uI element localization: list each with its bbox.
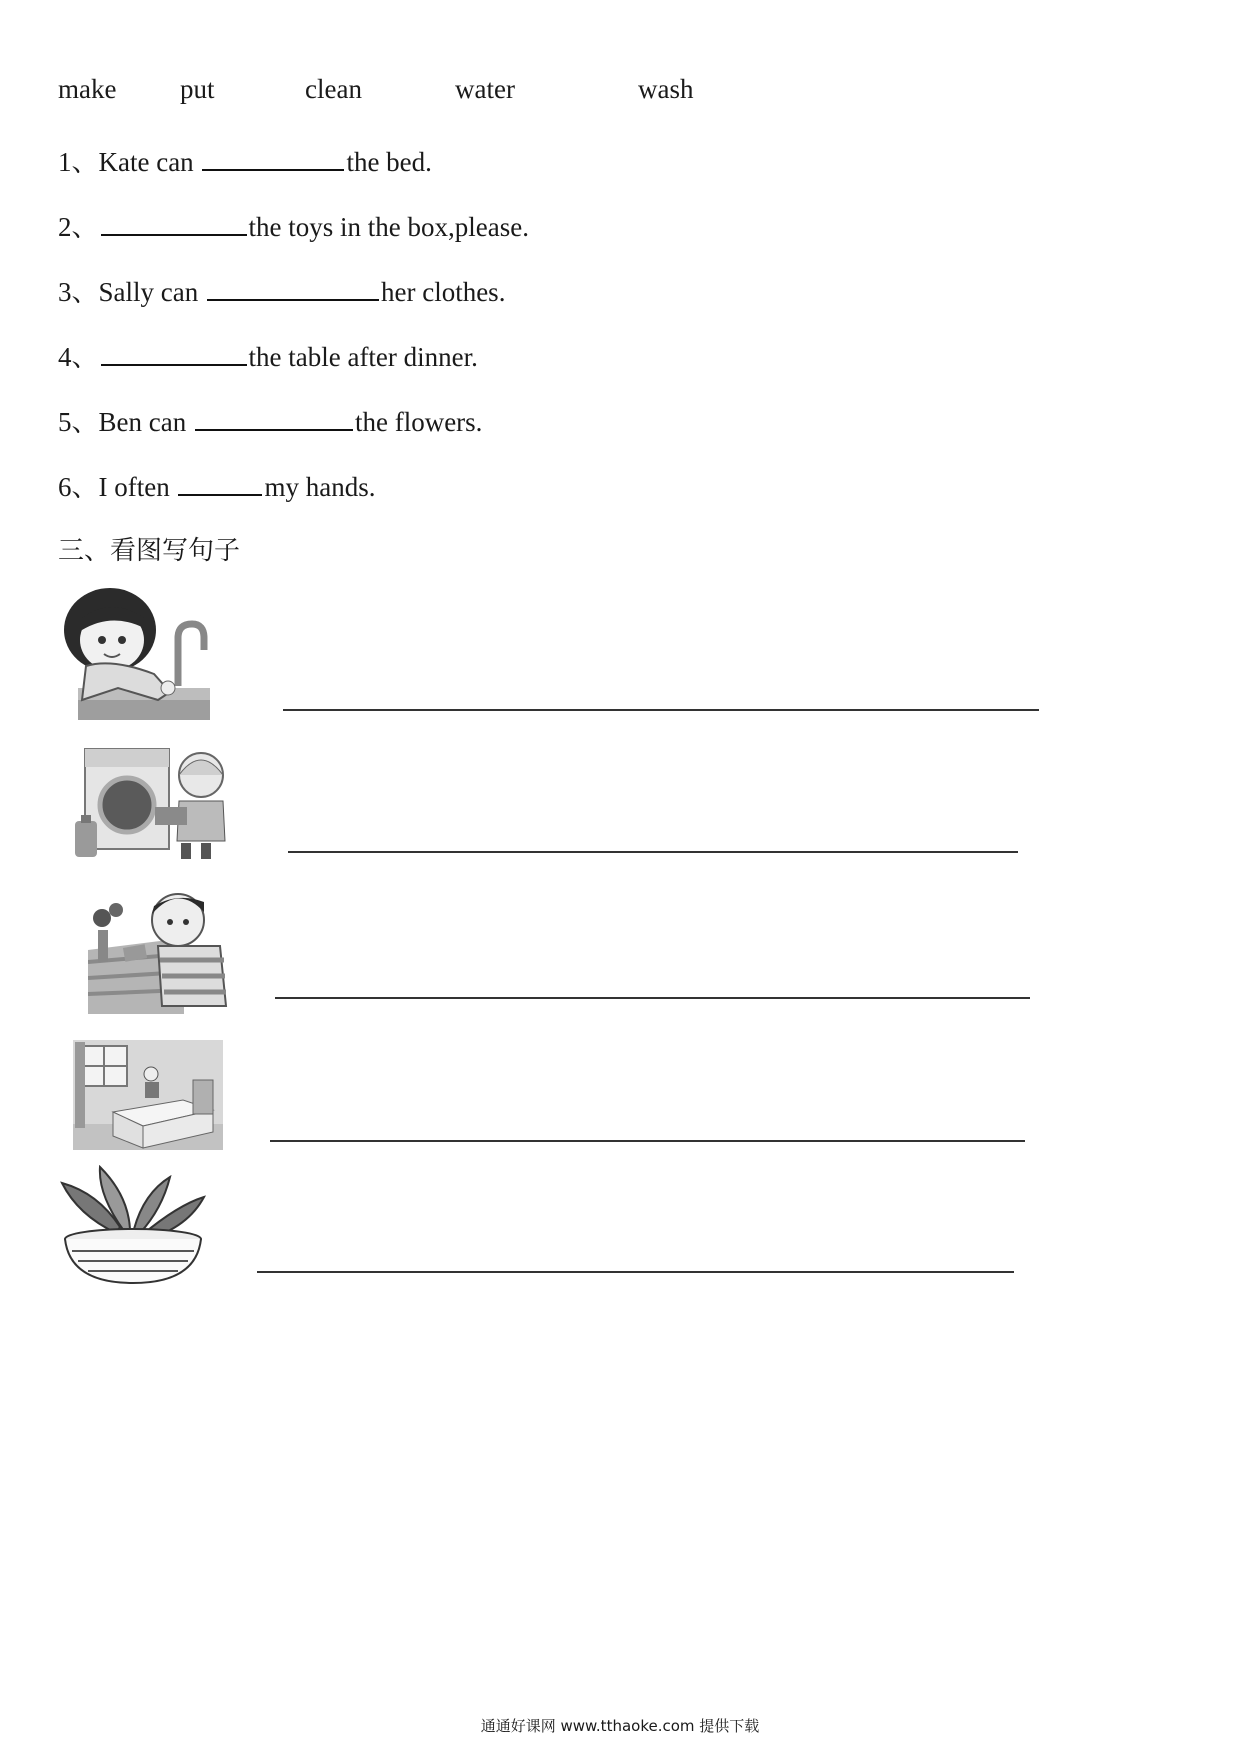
section-title: 三、看图写句子 [58,536,241,566]
word-water: water [455,74,515,104]
question-suffix: the table after dinner. [248,342,478,372]
question-3 [58,270,505,309]
answer-line[interactable] [283,709,1039,711]
question-suffix: my hands. [264,472,376,502]
question-number: 3、 [58,277,99,307]
answer-blank[interactable] [207,275,379,301]
answer-line[interactable] [257,1271,1014,1273]
question-suffix: the toys in the box,please. [248,212,529,242]
answer-line[interactable] [275,997,1030,999]
question-suffix: the bed. [346,147,432,177]
question-number: 6、 [58,472,99,502]
answer-blank[interactable] [101,340,247,366]
question-4 [58,335,478,374]
answer-blank[interactable] [101,210,247,236]
answer-blank[interactable] [178,470,262,496]
question-number: 5、 [58,407,99,437]
question-5 [58,400,482,439]
boy-cleaning-table-icon [88,888,240,1014]
question-prefix: Kate can [98,147,201,177]
answer-line[interactable] [288,851,1018,853]
question-number: 2、 [58,212,99,242]
child-making-bed-icon [73,1040,223,1150]
question-prefix: Sally can [98,277,205,307]
word-clean: clean [305,74,362,104]
answer-blank[interactable] [202,145,344,171]
question-1 [58,140,432,179]
question-suffix: her clothes. [380,277,506,307]
girl-washing-hands-icon [58,588,210,720]
question-prefix: Ben can [98,407,193,437]
question-number: 4、 [58,342,99,372]
potted-plant-icon [58,1165,208,1285]
word-put: put [180,74,215,104]
answer-line[interactable] [270,1140,1025,1142]
question-2 [58,205,529,244]
question-6 [58,465,375,504]
page-footer: 通通好课网 www.tthaoke.com 提供下载 [480,1717,760,1735]
question-prefix: I often [98,472,177,502]
girl-washing-clothes-icon [73,745,228,865]
question-number: 1、 [58,147,99,177]
word-wash: wash [638,74,694,104]
question-suffix: the flowers. [354,407,483,437]
word-make: make [58,74,117,104]
answer-blank[interactable] [195,405,353,431]
